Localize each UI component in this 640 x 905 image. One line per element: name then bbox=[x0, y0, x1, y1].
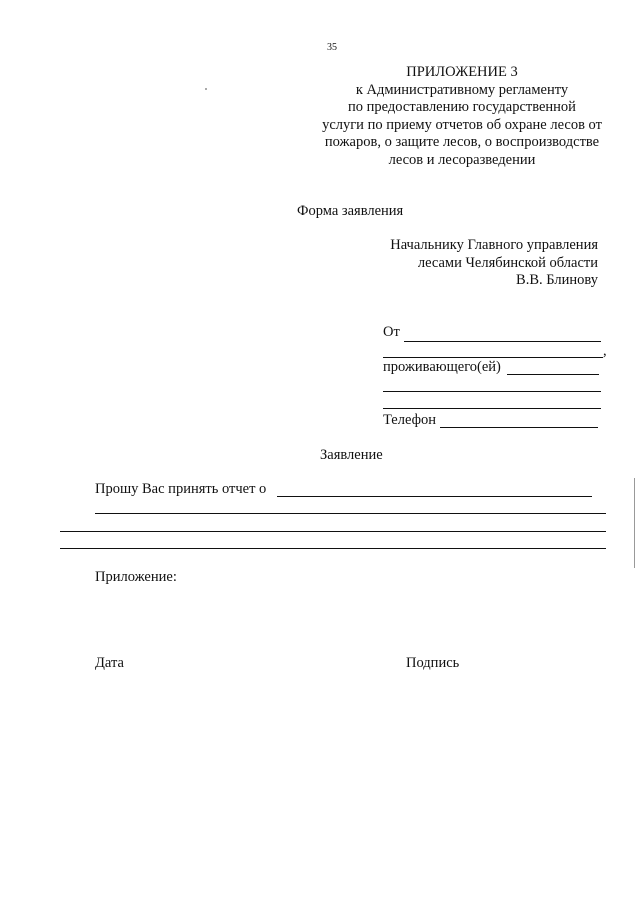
annex-line: лесов и лесоразведении bbox=[388, 151, 536, 168]
annex-line: по предоставлению государственной bbox=[348, 99, 576, 116]
addressee-name: В.В. Блинову bbox=[516, 272, 598, 288]
scan-edge-mark bbox=[634, 478, 635, 568]
attachment-label: Приложение: bbox=[95, 569, 177, 585]
from-field-line[interactable] bbox=[404, 341, 601, 342]
from-label: От bbox=[383, 324, 400, 340]
request-text: Прошу Вас принять отчет о bbox=[95, 481, 267, 497]
residing-field-line[interactable] bbox=[507, 374, 599, 375]
phone-field-line[interactable] bbox=[440, 427, 598, 428]
annex-line: услуги по приему отчетов об охране лесов от bbox=[322, 116, 602, 133]
request-continuation-line[interactable] bbox=[60, 531, 606, 532]
page-number: 35 bbox=[327, 42, 337, 53]
comma-mark: , bbox=[603, 343, 607, 359]
request-field-line[interactable] bbox=[277, 496, 592, 497]
form-label: Форма заявления bbox=[297, 203, 404, 219]
scan-speck bbox=[205, 88, 207, 90]
document-title: Заявление bbox=[320, 447, 383, 463]
phone-label: Телефон bbox=[383, 412, 436, 428]
residing-label: проживающего(ей) bbox=[383, 359, 501, 375]
annex-line: пожаров, о защите лесов, о воспроизводстве bbox=[324, 134, 600, 151]
addressee-position: Начальнику Главного управления bbox=[390, 237, 598, 253]
annex-title: ПРИЛОЖЕНИЕ 3 bbox=[406, 64, 518, 80]
date-label: Дата bbox=[95, 655, 124, 671]
annex-header bbox=[292, 64, 632, 170]
addressee-block bbox=[360, 237, 598, 290]
address-line[interactable] bbox=[383, 391, 601, 392]
request-continuation-line[interactable] bbox=[60, 548, 606, 549]
annex-line: к Административному регламенту bbox=[355, 81, 569, 98]
request-continuation-line[interactable] bbox=[95, 513, 606, 514]
signature-label: Подпись bbox=[406, 655, 460, 671]
name-continuation-line[interactable] bbox=[383, 357, 603, 358]
address-line[interactable] bbox=[383, 408, 601, 409]
addressee-organization: лесами Челябинской области bbox=[417, 254, 598, 271]
